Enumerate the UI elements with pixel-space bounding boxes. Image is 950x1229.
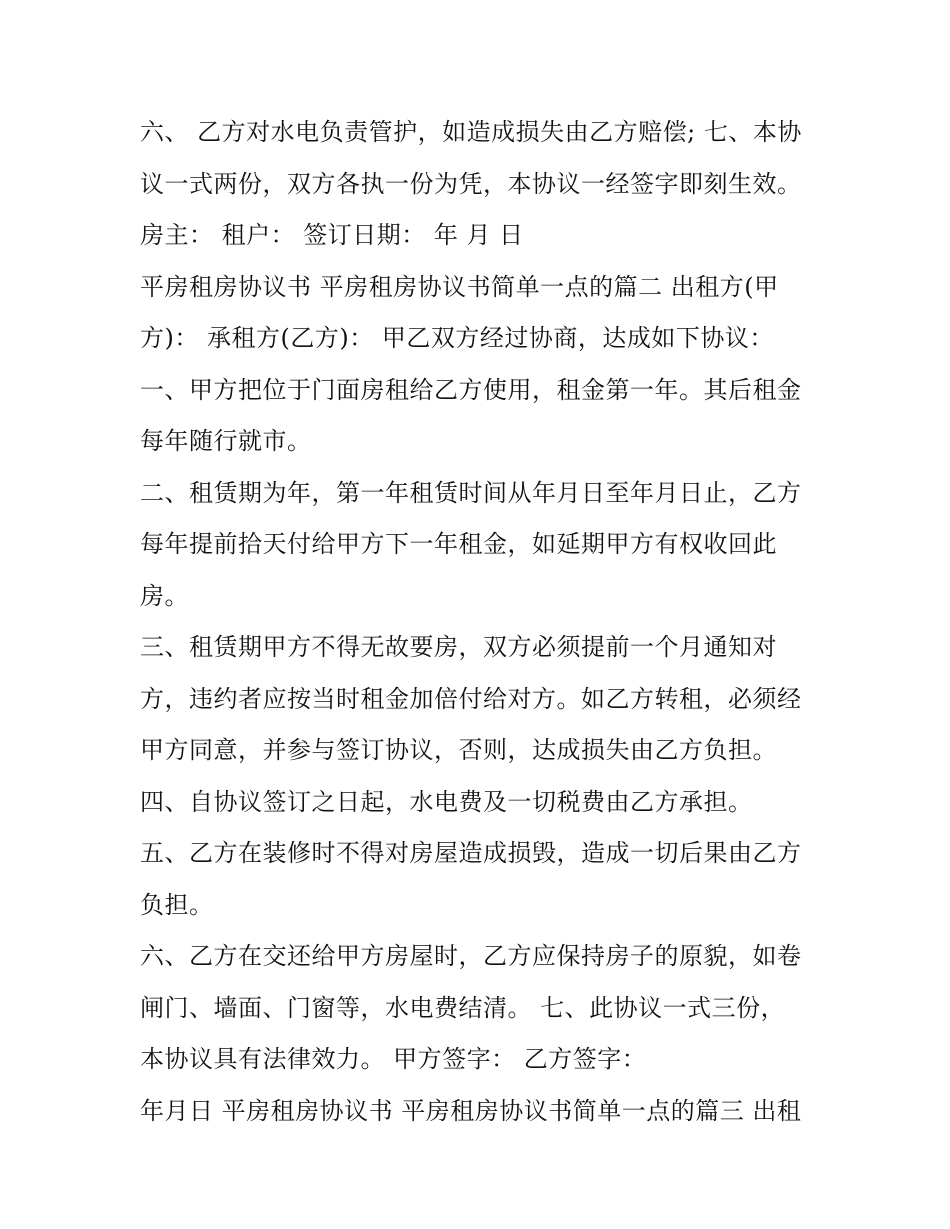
text-line: 本协议具有法律效力。 甲方签字： 乙方签字： [140,1045,647,1073]
text-line: 房。 [140,581,189,610]
text-line: 议一式两份，双方各执一份为凭，本协议一经签字即刻生效。 [140,169,802,198]
text-line: 闸门、墙面、门窗等，水电费结清。 七、此协议一式三份， [140,993,786,1022]
text-line: 房主： 租户： 签订日期： 年 月 日 [140,221,524,249]
text-line: 甲方同意，并参与签订协议，否则，达成损失由乙方负担。 [140,736,777,764]
text-line: 六、 乙方对水电负责管护，如造成损失由乙方赔偿; 七、本协 [140,118,802,146]
text-line: 方，违约者应按当时租金加倍付给对方。如乙方转租，必须经 [140,684,802,713]
text-line: 负担。 [140,890,214,919]
text-line: 每年随行就市。 [140,427,312,455]
text-line: 四、自协议签订之日起，水电费及一切税费由乙方承担。 [140,787,753,816]
text-line: 六、乙方在交还给甲方房屋时，乙方应保持房子的原貌，如卷 [140,942,802,970]
text-line: 三、租赁期甲方不得无故要房，双方必须提前一个月通知对 [140,633,777,661]
text-line: 二、租赁期为年，第一年租赁时间从年月日至年月日止，乙方 [140,478,802,507]
text-line: 一、甲方把位于门面房租给乙方使用，租金第一年。其后租金 [140,375,802,404]
document-text-body [140,107,820,1137]
text-line: 年月日 平房租房协议书 平房租房协议书简单一点的篇三 出租 [140,1096,802,1125]
text-line: 五、乙方在装修时不得对房屋造成损毁，造成一切后果由乙方 [140,839,802,867]
text-line: 方)： 承租方(乙方)： 甲乙双方经过协商，达成如下协议： [140,324,774,352]
text-line: 每年提前拾天付给甲方下一年租金，如延期甲方有权收回此 [140,530,777,558]
text-line: 平房租房协议书 平房租房协议书简单一点的篇二 出租方(甲 [140,272,779,301]
